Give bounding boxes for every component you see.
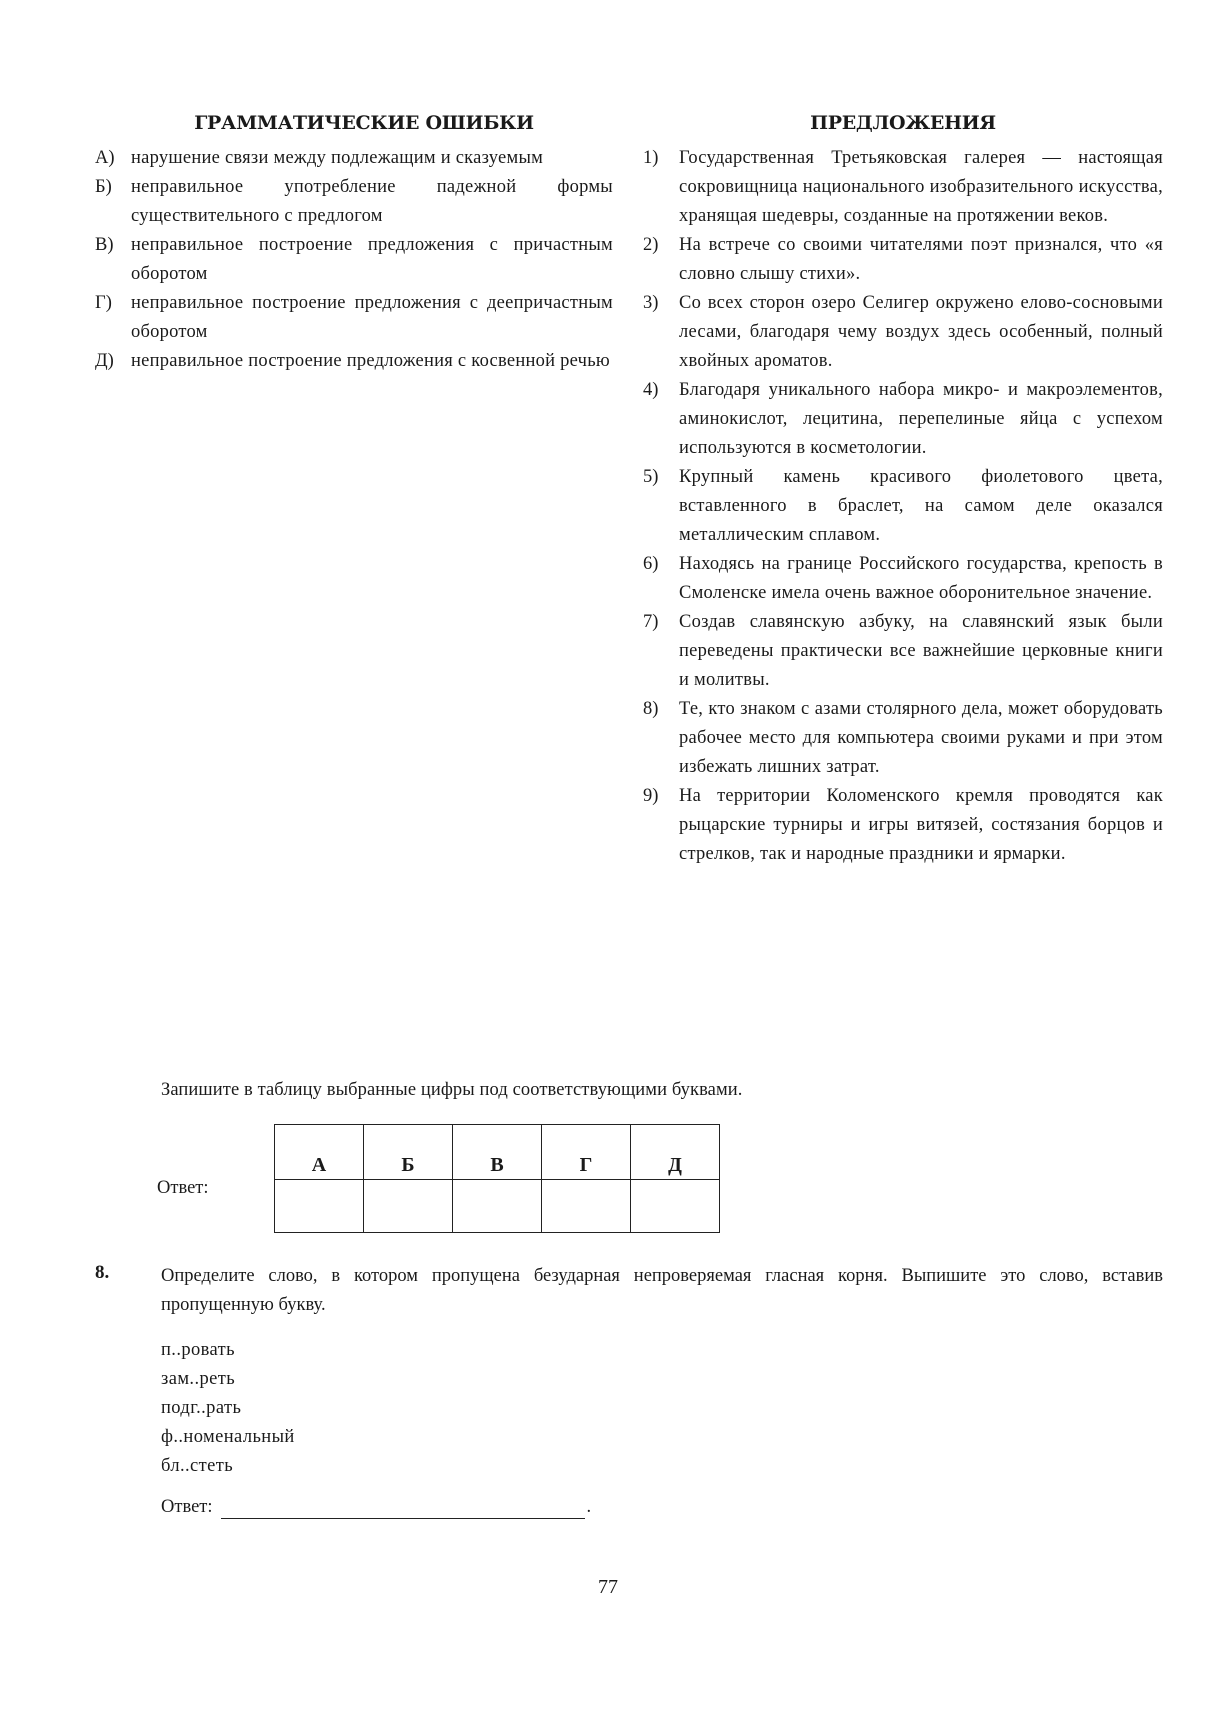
sentence-item	[643, 550, 1163, 608]
item-text: Те, кто знаком с азами столярного дела, может оборудовать рабочее место для компьютера своими руками и при этом избежать лишних затрат.	[679, 699, 1163, 777]
word-option: зам..реть	[161, 1369, 236, 1389]
grammar-errors-column	[95, 106, 613, 376]
sentence-item	[643, 144, 1163, 231]
item-text: Крупный камень красивого фиолетового цвета, вставленного в браслет, на самом деле оказался металлическим сплавом.	[679, 467, 1163, 545]
grammar-error-item	[95, 347, 613, 376]
task8-answer	[161, 1494, 591, 1519]
answer-table-header-cell: А	[275, 1125, 364, 1180]
sentence-item	[643, 782, 1163, 869]
item-label: 6)	[643, 554, 659, 574]
item-label: Г)	[95, 293, 112, 313]
answer-table-header-cell: Г	[542, 1125, 631, 1180]
answer-label: Ответ:	[157, 1178, 209, 1198]
item-text: неправильное построение предложения с причастным оборотом	[131, 235, 613, 284]
grammar-errors-heading: ГРАММАТИЧЕСКИЕ ОШИБКИ	[194, 112, 534, 134]
answer-table-header-cell: Д	[631, 1125, 720, 1180]
item-text: На встрече со своими читателями поэт признался, что «я словно слышу стихи».	[679, 235, 1163, 284]
answer-table-header-row	[275, 1125, 720, 1180]
sentence-item	[643, 289, 1163, 376]
answer-cell-a[interactable]	[275, 1180, 364, 1233]
sentence-item	[643, 231, 1163, 289]
word-option: подг..рать	[161, 1398, 242, 1418]
grammar-error-item	[95, 289, 613, 347]
sentence-item	[643, 695, 1163, 782]
word-option: ф..номенальный	[161, 1427, 295, 1447]
item-text: Со всех сторон озеро Селигер окружено елово-сосновыми лесами, благодаря чему воздух здесь особенный, полный хвойных ароматов.	[679, 293, 1163, 371]
answer-period: .	[586, 1496, 592, 1517]
item-label: 1)	[643, 148, 659, 168]
task-text: Определите слово, в котором пропущена безударная непроверяемая гласная корня. Выпишите это слово, вставив пропущенную букву.	[161, 1266, 1163, 1315]
task-number: 8.	[95, 1262, 110, 1283]
answer-table	[274, 1124, 720, 1233]
item-text: неправильное построение предложения с косвенной речью	[131, 351, 610, 371]
item-label: 3)	[643, 293, 659, 313]
item-label: Д)	[95, 351, 114, 371]
item-label: 5)	[643, 467, 659, 487]
item-label: А)	[95, 148, 115, 168]
answer-cell-d[interactable]	[631, 1180, 720, 1233]
answer-label: Ответ:	[161, 1496, 213, 1517]
item-text: неправильное построение предложения с деепричастным оборотом	[131, 293, 613, 342]
item-label: 7)	[643, 612, 659, 632]
answer-cell-b[interactable]	[364, 1180, 453, 1233]
answer-table-input-row	[275, 1180, 720, 1233]
grammar-error-item	[95, 173, 613, 231]
item-label: 8)	[643, 699, 659, 719]
item-label: 4)	[643, 380, 659, 400]
sentence-item	[643, 463, 1163, 550]
word-option: бл..стеть	[161, 1456, 234, 1476]
item-text: Благодаря уникального набора микро- и макроэлементов, аминокислот, лецитина, перепелиные яйца с успехом используются в косметологии.	[679, 380, 1163, 458]
sentence-item	[643, 376, 1163, 463]
answer-table-header-cell: В	[453, 1125, 542, 1180]
item-text: неправильное употребление падежной формы существительного с предлогом	[131, 177, 613, 226]
sentences-column	[643, 106, 1163, 869]
answer-table-header-cell: Б	[364, 1125, 453, 1180]
item-label: 9)	[643, 786, 659, 806]
item-label: 2)	[643, 235, 659, 255]
item-text: Государственная Третьяковская галерея — настоящая сокровищница национального изобразительного искусства, хранящая шедевры, созданные на протяжении веков.	[679, 148, 1163, 226]
item-text: Находясь на границе Российского государства, крепость в Смоленске имела очень важное оборонительное значение.	[679, 554, 1163, 603]
item-text: На территории Коломенского кремля проводятся как рыцарские турниры и игры витязей, состязания борцов и стрелков, так и народные праздники и ярмарки.	[679, 786, 1163, 864]
grammar-error-item	[95, 231, 613, 289]
sentences-heading: ПРЕДЛОЖЕНИЯ	[810, 112, 996, 134]
item-text: Создав славянскую азбуку, на славянский язык были переведены практически все важнейшие церковные книги и молитвы.	[679, 612, 1163, 690]
grammar-error-item	[95, 144, 613, 173]
page-number: 77	[598, 1576, 618, 1598]
item-text: нарушение связи между подлежащим и сказуемым	[131, 148, 544, 168]
answer-input[interactable]	[221, 1494, 585, 1519]
answer-cell-g[interactable]	[542, 1180, 631, 1233]
item-label: В)	[95, 235, 114, 255]
word-list	[161, 1336, 295, 1481]
item-label: Б)	[95, 177, 112, 197]
word-option: п..ровать	[161, 1340, 235, 1360]
table-instruction: Запишите в таблицу выбранные цифры под соответствующими буквами.	[161, 1080, 743, 1100]
sentence-item	[643, 608, 1163, 695]
answer-cell-v[interactable]	[453, 1180, 542, 1233]
